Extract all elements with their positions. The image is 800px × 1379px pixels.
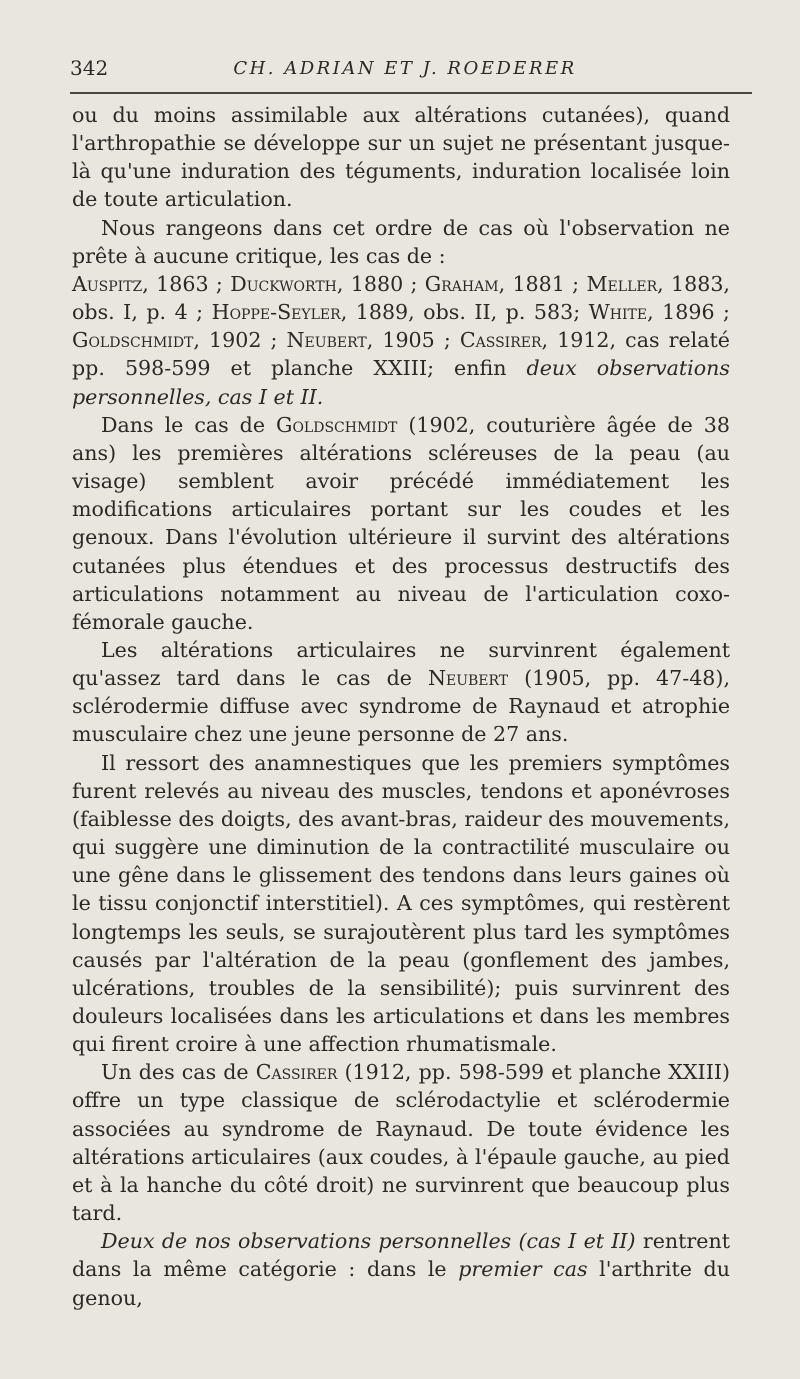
paragraph-1: ou du moins assimilable aux altérations cutanées), quand l'arthropathie se développe sur un sujet ne présentant jusque-là qu'une induration des téguments, induration localisée loin de toute articulation.	[72, 103, 730, 212]
paragraph-7: Un des cas de Cassirer (1912, pp. 598-599 et planche XXIII) offre un type classique de sclérodactylie et sclérodermie associées au syndrome de Raynaud. De toute évidence les altérations articulaires (aux coudes, à l'épaule gauche, au pied et à la hanche du côté droit) ne survinrent que beaucoup plus tard.	[72, 1060, 730, 1226]
page-number: 342	[70, 56, 109, 80]
author-name: Neubert	[427, 666, 509, 691]
body-text	[72, 101, 730, 1312]
author-name: Meller	[586, 271, 658, 296]
author-name: White	[588, 300, 648, 325]
author-name: Goldschmidt	[276, 412, 398, 437]
paragraph-8: Deux de nos observations personnelles (cas I et II) rentrent dans la même catégorie : dans le premier cas l'arthrite du genou,	[72, 1229, 730, 1310]
author-name: Graham	[424, 271, 499, 296]
italic-phrase: premier cas	[458, 1257, 588, 1282]
author-name: Auspitz	[72, 271, 143, 296]
paragraph-5: Les altérations articulaires ne survinrent également qu'assez tard dans le cas de Neubert (1905, pp. 47-48), sclérodermie diffuse avec syndrome de Raynaud et atrophie musculaire chez une jeune personne de 27 ans.	[72, 637, 730, 747]
header-rule	[70, 92, 752, 94]
italic-phrase: deux observations personnelles, cas I et II.	[72, 356, 730, 409]
italic-phrase: Deux de nos observations personnelles (cas I et II)	[101, 1229, 636, 1254]
author-name: Cassirer	[255, 1060, 338, 1085]
author-name: Hoppe-Seyler	[211, 300, 341, 325]
paragraph-4: Dans le cas de Goldschmidt (1902, couturière âgée de 38 ans) les premières altérations scléreuses de la peau (au visage) semblent avoir précédé immédiatement les modifications articulaires portant sur les coudes et les genoux. Dans l'évolution ultérieure il survint des altérations cutanées plus étendues et des processus destructifs des articulations notamment au niveau de l'articulation coxo-fémorale gauche.	[72, 412, 730, 634]
paragraph-6: Il ressort des anamnestiques que les premiers symptômes furent relevés au niveau des muscles, tendons et aponévroses (faiblesse des doigts, des avant-bras, raideur des mouvements, qui suggère une diminution de la contractilité musculaire ou une gêne dans le glissement des tendons dans leurs gaines où le tissu conjonctif interstitiel). A ces symptômes, qui restèrent longtemps les seuls, se surajoutèrent plus tard les symptômes causés par l'altération de la peau (gonflement des jambes, ulcérations, troubles de la sensibilité); puis survinrent des douleurs localisées dans les articulations et dans les membres qui firent croire à une affection rhumatismale.	[72, 750, 730, 1057]
author-name: Goldschmidt	[72, 328, 194, 353]
paragraph-3-case-list: Auspitz, 1863 ; Duckworth, 1880 ; Graham, 1881 ; Meller, 1883, obs. I, p. 4 ; Hoppe-Seyler, 1889, obs. II, p. 583; White, 1896 ; Goldschmidt, 1902 ; Neubert, 1905 ; Cassirer, 1912, cas relaté pp. 598-599 et planche XXIII; enfin deux observations personnelles, cas I et II.	[72, 271, 730, 409]
author-name: Duckworth	[230, 271, 337, 296]
running-head: CH. ADRIAN ET J. ROEDERER	[233, 58, 577, 79]
author-name: Cassirer	[459, 328, 542, 353]
paragraph-2: Nous rangeons dans cet ordre de cas où l'observation ne prête à aucune critique, les cas de :	[72, 215, 730, 268]
page-header	[70, 56, 740, 86]
author-name: Neubert	[286, 328, 367, 353]
